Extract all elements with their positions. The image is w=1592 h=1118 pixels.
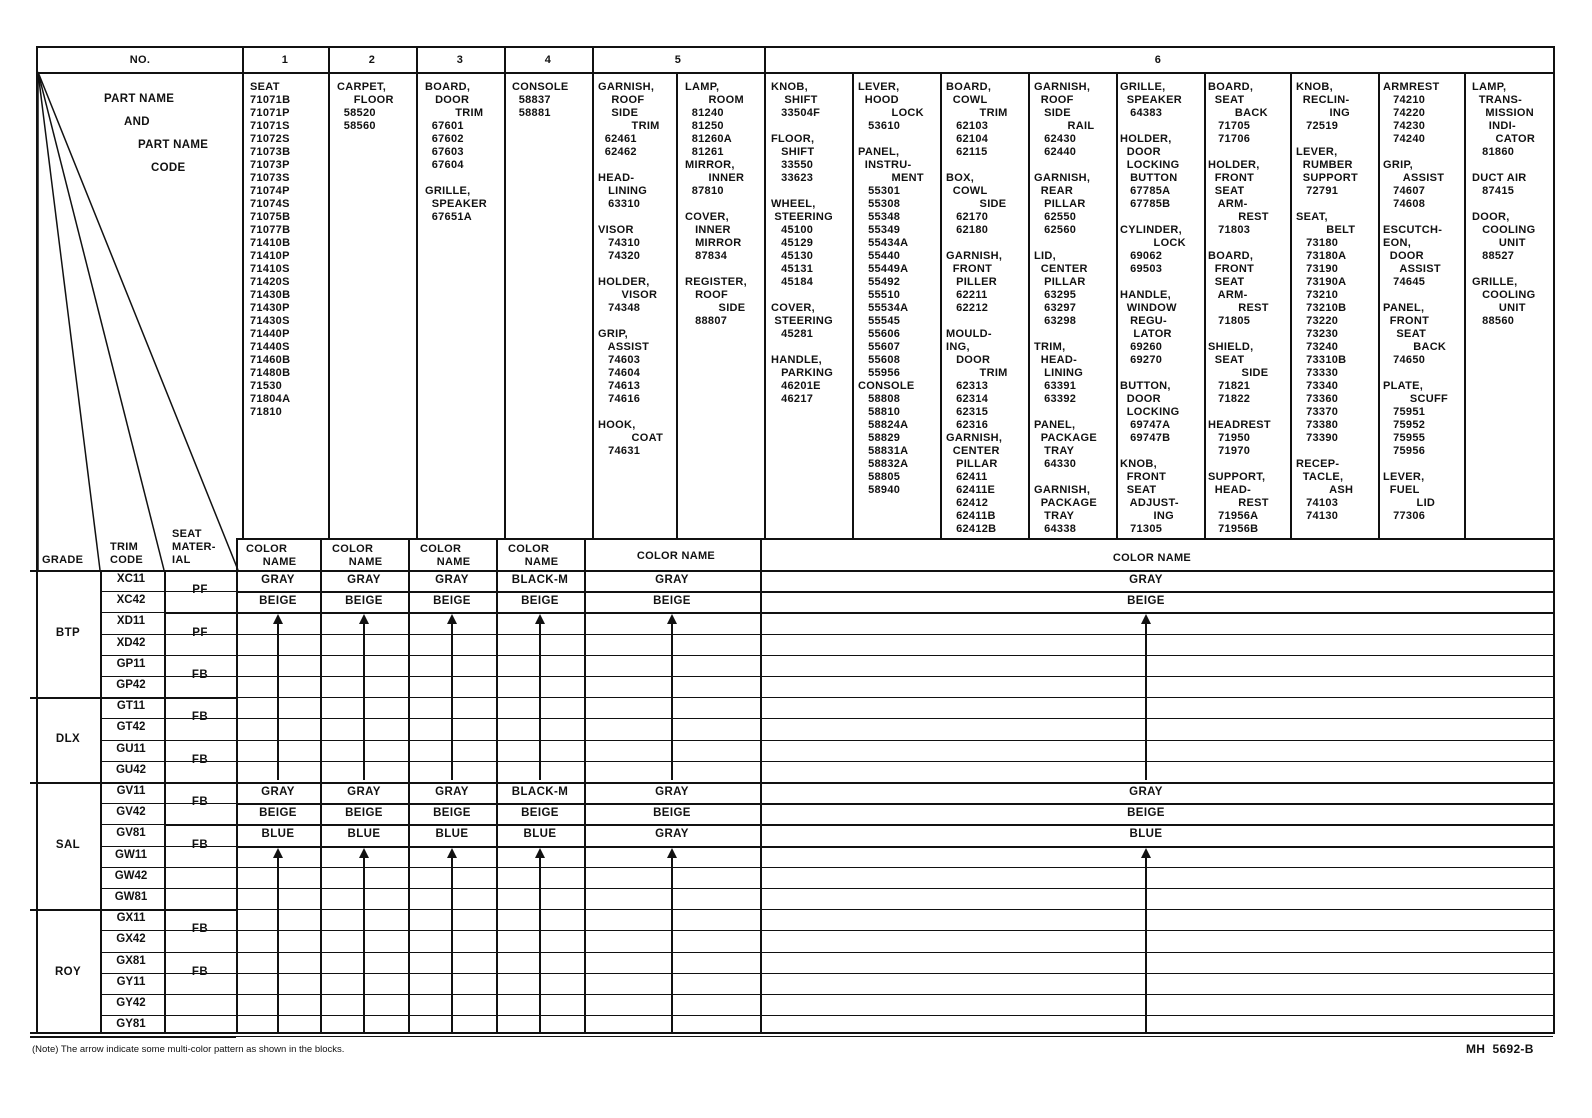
color-xc11-5: GRAY [655,574,689,586]
grade-divider-btp [30,697,236,699]
group-divider-1 [242,46,244,538]
row-line-GY42 [100,1015,1553,1016]
seat-material: FB [191,923,209,936]
trim-code-gw81: GW81 [114,891,148,903]
grade-label: GRADE [42,554,84,566]
parts-col-11: GRILLE, SPEAKER 64383 HOLDER, DOOR LOCKING BUTTON 67785A 67785B CYLINDER, LOCK 69062 69503 HANDLE, WINDOW REGU- LATOR 69260 69270 BUTTON, DOOR LOCKING 69747A 69747B KNOB, FRONT SEAT ADJUST- ING 71305 [1120,81,1186,535]
part-name-code-label-1: PART NAME [138,139,209,151]
group-number-4: 4 [544,54,552,66]
color-gv42-2: BEIGE [345,807,383,820]
frame-bottom [30,1032,1555,1034]
color-gv42-4: BEIGE [521,807,559,820]
multicolor-arrow [277,850,279,1035]
trim-code-gw42: GW42 [114,869,148,882]
grade-divider-sal [30,909,236,911]
part-name-label: PART NAME [104,93,175,105]
color-gv11-6: GRAY [1129,786,1163,798]
color-gv81-2: BLUE [347,828,381,841]
color-gv81-1: BLUE [261,828,295,841]
seat-material: PF [192,584,208,597]
seat-material: FB [191,965,209,978]
trim-code-gy81: GY81 [116,1018,146,1031]
group-divider-6 [764,46,766,538]
part-subcol-divider-4 [1028,72,1030,538]
seat-material: FB [191,838,209,851]
grade-sal: SAL [55,838,81,851]
material-divider [164,612,236,614]
row-line-GY81 [100,1036,1553,1037]
seat-material-label: SEAT MATER- IAL [172,528,216,566]
color-name-4: COLOR NAME [508,543,559,568]
group-number-1: 1 [281,54,289,66]
row-line-GP11 [100,676,1553,677]
row-line-GP42 [100,697,1553,698]
color-gv42-3: BEIGE [433,807,471,820]
parts-col-14: ARMREST 74210 74220 74230 74240 GRIP, ASSIST 74607 74608 ESCUTCH- EON, DOOR ASSIST 74645 PANEL, FRONT SEAT BACK 74650 PLATE, SCUFF 75951 75952 75955 75956 LEVER, FUEL LID 77306 [1383,81,1449,522]
multicolor-arrow [671,850,673,1035]
parts-col-3: BOARD, DOOR TRIM 67601 67602 67603 67604 GRILLE, SPEAKER 67651A [425,81,487,223]
color-gv11-3: GRAY [435,786,469,798]
material-divider [164,655,236,657]
material-divider [164,952,236,954]
parts-col-8: LEVER, HOOD LOCK 53610 PANEL, INSTRU- MENT 55301 55308 55348 55349 55434A 55440 55449A 55492 55510 55534A 55545 55606 55607 55608 55956 CONSOLE 58808 58810 58824A 58829 58831A 58832A 58805 58940 [858,81,924,496]
color-gv11-4: BLACK-M [511,786,569,798]
color-xc42-6: BEIGE [1127,595,1165,608]
color-xc42-3: BEIGE [433,595,471,608]
figure-code: MH 5692-B [1466,1042,1534,1056]
grade-roy: ROY [54,965,82,978]
part-subcol-divider-5 [1116,72,1118,538]
color-xc42-4: BEIGE [521,595,559,608]
part-subcol-divider-2 [852,72,854,538]
color-gv11-2: GRAY [347,786,381,798]
parts-col-1: SEAT 71071B 71071P 71071S 71072S 71073B 71073P 71073S 71074P 71074S 71075B 71077B 71410B 71410P 71410S 71420S 71430B 71430P 71430S 71440P 71440S 71460B 71480B 71530 71804A 71810 [250,81,291,418]
seat-material: FB [191,796,209,809]
trim-code-gx42: GX42 [116,933,146,946]
seat-material: FB [191,711,209,724]
row-line-GY11 [100,994,1553,995]
color-name-top [236,538,1553,540]
trim-code-gt42: GT42 [116,721,146,734]
color-gv81-4: BLUE [523,828,557,841]
part-subcol-divider-6 [1204,72,1206,538]
row-line-GX11 [100,930,1553,931]
frame-left [36,46,38,1034]
multicolor-arrow [539,850,541,1035]
trim-code-label: TRIM CODE [110,541,143,566]
color-row-top-XC11 [236,570,1553,572]
row-line-XD11 [100,634,1553,635]
group-number-2: 2 [368,54,376,66]
color-xc11-1: GRAY [261,574,295,586]
multicolor-arrow [451,616,453,780]
part-subcol-divider-3 [940,72,942,538]
color-row-top-GV81 [236,824,1553,826]
color-row-top-GV11 [236,782,1553,784]
multicolor-arrow [363,616,365,780]
color-row-bottom-GV81 [236,846,1553,848]
seat-material: FB [191,753,209,766]
color-gv11-5: GRAY [655,786,689,798]
seat-material: FB [191,669,209,681]
trim-code-gy11: GY11 [116,975,146,988]
parts-col-15: LAMP, TRANS- MISSION INDI- CATOR 81860 DUCT AIR 87415 DOOR, COOLING UNIT 88527 GRILLE, COOLING UNIT 88560 [1472,81,1536,327]
row-line-GW81 [100,909,1553,910]
multicolor-arrow [671,616,673,780]
group-divider-4 [504,46,506,538]
multicolor-arrow [539,616,541,780]
part-subcol-divider-8 [1378,72,1380,538]
trim-code-gp11: GP11 [116,657,146,670]
trim-code-gt11: GT11 [116,700,146,713]
trim-code-gw11: GW11 [115,848,147,861]
no-label: NO. [129,54,151,66]
color-name-3: COLOR NAME [420,543,471,568]
frame-right [1553,46,1555,1034]
row-line-GT11 [100,718,1553,719]
color-xc11-4: BLACK-M [511,574,569,586]
color-xc42-2: BEIGE [345,595,383,608]
grade-divider-roy [30,1036,236,1038]
trim-code-gu42: GU42 [115,763,147,776]
color-gv81-6: BLUE [1129,828,1163,841]
parts-col-9: BOARD, COWL TRIM 62103 62104 62115 BOX, COWL SIDE 62170 62180 GARNISH, FRONT PILLER 62211 62212 MOULD- ING, DOOR TRIM 62313 62314 62315 62316 GARNISH, CENTER PILLAR 62411 62411E 62412 62411B 62412B [946,81,1008,535]
color-gv11-1: GRAY [261,786,295,798]
trim-code-xc42: XC42 [116,594,146,607]
part-subcol-divider-1 [676,72,678,538]
row-line-GW42 [100,888,1553,889]
row-line-GU11 [100,761,1553,762]
color-gv42-5: BEIGE [653,807,691,820]
parts-col-6: LAMP, ROOM 81240 81250 81260A 81261 MIRROR, INNER 87810 COVER, INNER MIRROR 87834 REGISTER, ROOF SIDE 88807 [685,81,747,327]
trim-code-xc11: XC11 [116,573,146,585]
row-line-GT42 [100,740,1553,741]
group-divider-3 [416,46,418,538]
header-divider [36,72,1553,74]
trim-code-gv11: GV11 [116,785,146,797]
seat-material: PF [192,626,208,639]
color-gv42-6: BEIGE [1127,807,1165,820]
parts-col-5: GARNISH, ROOF SIDE TRIM 62461 62462 HEAD- LINING 63310 VISOR 74310 74320 HOLDER, VISOR 74348 GRIP, ASSIST 74603 74604 74613 74616 HOOK, COAT 74631 [598,81,664,457]
frame-top [36,46,1553,48]
trim-code-gp42: GP42 [116,679,146,691]
multicolor-arrow [277,616,279,780]
parts-col-13: KNOB, RECLIN- ING 72519 LEVER, RUMBER SUPPORT 72791 SEAT, BELT 73180 73180A 73190 73190A 73210 73210B 73220 73230 73240 73310B 73330 73340 73360 73370 73380 73390 RECEP- TACLE, ASH 74103 74130 [1296,81,1358,522]
part-name-code-label-2: CODE [151,162,186,174]
multicolor-arrow [451,850,453,1035]
color-name-1: COLOR NAME [246,543,297,568]
trim-code-gv42: GV42 [116,806,146,819]
group-divider-5 [592,46,594,538]
grade-divider-dlx [30,782,236,784]
group-number-6: 6 [1154,54,1162,66]
color-gv42-1: BEIGE [259,807,297,820]
color-xc11-2: GRAY [347,574,381,586]
color-xc11-3: GRAY [435,574,469,586]
trim-code-xd42: XD42 [116,636,146,649]
part-subcol-divider-9 [1464,72,1466,538]
row-line-GX81 [100,973,1553,974]
trim-code-gv81: GV81 [116,827,146,840]
footnote: (Note) The arrow indicate some multi-color pattern as shown in the blocks. [32,1044,345,1055]
color-row-top-GV42 [236,803,1553,805]
multicolor-arrow [1145,616,1147,780]
parts-col-2: CARPET, FLOOR 58520 58560 [337,81,394,132]
multicolor-arrow [1145,850,1147,1035]
multicolor-arrow [363,850,365,1035]
color-xc11-6: GRAY [1129,574,1163,586]
parts-col-4: CONSOLE 58837 58881 [512,81,569,119]
group-divider-2 [328,46,330,538]
parts-col-10: GARNISH, ROOF SIDE RAIL 62430 62440 GARNISH, REAR PILLAR 62550 62560 LID, CENTER PILLAR 63295 63297 63298 TRIM, HEAD- LINING 63391 63392 PANEL, PACKAGE TRAY 64330 GARNISH, PACKAGE TRAY 64338 [1034,81,1098,535]
color-name-6: COLOR NAME [1112,552,1192,564]
trim-code-gu11: GU11 [116,742,146,755]
and-label: AND [124,116,150,128]
row-line-GX42 [100,952,1553,953]
color-row-top-XC42 [236,591,1553,593]
parts-col-7: KNOB, SHIFT 33504F FLOOR, SHIFT 33550 33623 WHEEL, STEERING 45100 45129 45130 45131 45184 COVER, STEERING 45281 HANDLE, PARKING 46201E 46217 [771,81,834,405]
material-divider [164,824,236,826]
color-row-bottom-XC42 [236,612,1553,614]
parts-col-12: BOARD, SEAT BACK 71705 71706 HOLDER, FRONT SEAT ARM- REST 71803 BOARD, FRONT SEAT ARM- REST 71805 SHIELD, SEAT SIDE 71821 71822 HEADREST 71950 71970 SUPPORT, HEAD- REST 71956A 71956B [1208,81,1271,535]
row-line-GW11 [100,867,1553,868]
material-divider [164,740,236,742]
color-xc42-5: BEIGE [653,595,691,608]
color-name-5: COLOR NAME [636,550,716,562]
grade-btp: BTP [55,626,81,639]
trim-code-gy42: GY42 [116,997,146,1009]
part-subcol-divider-7 [1290,72,1292,538]
group-number-5: 5 [674,54,682,66]
color-name-2: COLOR NAME [332,543,383,568]
group-number-3: 3 [456,54,464,66]
trim-code-gx81: GX81 [116,954,146,967]
color-gv81-5: GRAY [655,828,689,841]
trim-code-xd11: XD11 [116,615,146,628]
color-xc42-1: BEIGE [259,595,297,608]
grade-dlx: DLX [55,732,81,745]
color-gv81-3: BLUE [435,828,469,841]
trim-code-gx11: GX11 [116,912,146,925]
row-line-XD42 [100,655,1553,656]
